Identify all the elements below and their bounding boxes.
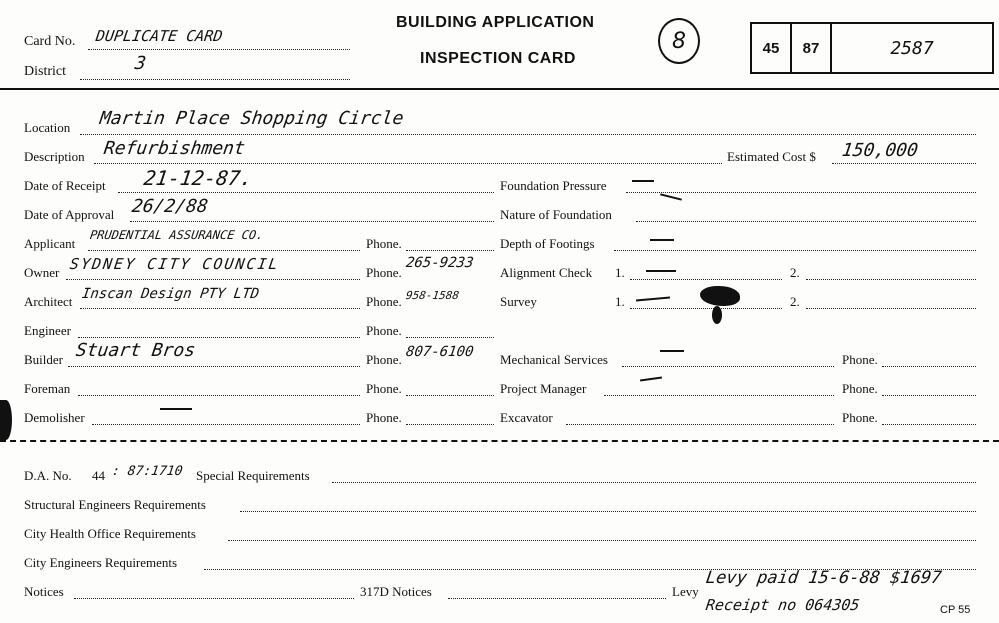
date-receipt-value: 21-12-87. xyxy=(142,166,255,190)
mechanical-line xyxy=(622,365,834,367)
alignment-1-line xyxy=(630,278,782,280)
foreman-line xyxy=(78,394,360,396)
engineer-phone-label: Phone. xyxy=(366,323,402,338)
depth-footings-dash xyxy=(650,239,674,241)
structural-line xyxy=(240,510,976,512)
owner-line xyxy=(66,278,360,280)
da-label: D.A. No. xyxy=(24,468,72,483)
district-value: 3 xyxy=(133,53,148,74)
health-label: City Health Office Requirements xyxy=(24,526,196,541)
special-label: Special Requirements xyxy=(196,468,310,483)
notices-line xyxy=(74,597,354,599)
applicant-label: Applicant xyxy=(24,236,76,251)
foundation-pressure-line xyxy=(626,191,976,193)
applicant-phone-label: Phone. xyxy=(366,236,402,251)
builder-label: Builder xyxy=(24,352,63,367)
excavator-phone-line xyxy=(882,423,976,425)
description-value: Refurbishment xyxy=(102,138,247,159)
architect-phone-label: Phone. xyxy=(366,294,402,309)
levy-value: Levy paid 15-6-88 $1697 xyxy=(704,568,943,588)
demolisher-phone-label: Phone. xyxy=(366,410,402,425)
alignment-1-label: 1. xyxy=(615,265,625,280)
demolisher-dash xyxy=(160,408,192,410)
district-label: District xyxy=(24,64,66,79)
title-line1: BUILDING APPLICATION xyxy=(396,14,595,31)
estimated-cost-label: Estimated Cost $ xyxy=(727,149,816,164)
excavator-label: Excavator xyxy=(500,410,553,425)
builder-phone-value: 807-6100 xyxy=(404,344,475,360)
box-1: 45 xyxy=(752,24,792,72)
applicant-line xyxy=(88,249,360,251)
mechanical-dash xyxy=(660,350,684,352)
foreman-phone-label: Phone. xyxy=(366,381,402,396)
architect-value: Inscan Design PTY LTD xyxy=(80,286,261,302)
nature-foundation-label: Nature of Foundation xyxy=(500,207,612,222)
project-manager-dash xyxy=(640,376,662,381)
architect-phone-value: 958-1588 xyxy=(405,289,460,302)
date-receipt-label: Date of Receipt xyxy=(24,178,106,193)
mechanical-phone-label: Phone. xyxy=(842,352,878,367)
date-receipt-line xyxy=(118,191,494,193)
notices-label: Notices xyxy=(24,584,64,599)
form-code: CP 55 xyxy=(940,604,971,616)
city-eng-label: City Engineers Requirements xyxy=(24,555,178,570)
applicant-phone-line xyxy=(406,249,494,251)
card-no-value: DUPLICATE CARD xyxy=(94,27,224,45)
foreman-phone-line xyxy=(406,394,494,396)
demolisher-label: Demolisher xyxy=(24,410,85,425)
perforation-rule xyxy=(0,440,999,442)
box-3: 2587 xyxy=(890,37,934,59)
survey-2-line xyxy=(806,307,976,309)
builder-line xyxy=(68,365,360,367)
description-label: Description xyxy=(24,149,85,164)
engineer-line xyxy=(78,336,360,338)
owner-phone-label: Phone. xyxy=(366,265,402,280)
ink-blot xyxy=(700,286,740,306)
date-approval-label: Date of Approval xyxy=(24,207,115,222)
da-value: : 87:1710 xyxy=(110,464,184,479)
receipt-value: Receipt no 064305 xyxy=(704,596,861,614)
nature-foundation-line xyxy=(636,220,976,222)
description-line xyxy=(94,162,722,164)
header-rule xyxy=(0,88,999,90)
notices-317-line xyxy=(448,597,666,599)
da-prefix: 44 xyxy=(92,468,105,483)
alignment-check-label: Alignment Check xyxy=(500,265,593,280)
title-line2: INSPECTION CARD xyxy=(420,50,576,67)
owner-label: Owner xyxy=(24,265,60,280)
box-2: 87 xyxy=(792,24,832,72)
engineer-label: Engineer xyxy=(24,323,71,338)
estimated-cost-value: 150,000 xyxy=(840,140,920,161)
location-label: Location xyxy=(24,120,71,135)
foundation-pressure-label: Foundation Pressure xyxy=(500,178,607,193)
foreman-label: Foreman xyxy=(24,381,71,396)
demolisher-line xyxy=(92,423,360,425)
mechanical-phone-line xyxy=(882,365,976,367)
architect-label: Architect xyxy=(24,294,73,309)
survey-1-line xyxy=(630,307,782,309)
project-manager-line xyxy=(604,394,834,396)
special-line xyxy=(332,481,976,483)
punch-mark xyxy=(0,400,12,440)
applicant-value: PRUDENTIAL ASSURANCE CO. xyxy=(89,228,265,242)
owner-value: SYDNEY CITY COUNCIL xyxy=(68,255,281,273)
depth-footings-label: Depth of Footings xyxy=(500,236,595,251)
architect-line xyxy=(80,307,360,309)
location-line xyxy=(80,133,976,135)
depth-footings-line xyxy=(614,249,976,251)
nature-foundation-dash xyxy=(660,193,682,200)
alignment-2-line xyxy=(806,278,976,280)
builder-value: Stuart Bros xyxy=(74,340,197,361)
alignment-2-label: 2. xyxy=(790,265,800,280)
ink-drip xyxy=(712,306,722,324)
engineer-phone-line xyxy=(406,336,494,338)
location-value: Martin Place Shopping Circle xyxy=(98,108,405,129)
date-approval-line xyxy=(130,220,494,222)
levy-label: Levy xyxy=(672,584,699,599)
circled-number: 8 xyxy=(658,18,700,64)
card-no-line xyxy=(88,48,350,50)
mechanical-label: Mechanical Services xyxy=(500,352,608,367)
survey-1-label: 1. xyxy=(615,294,625,309)
owner-phone-value: 265-9233 xyxy=(404,255,475,271)
health-line xyxy=(228,539,976,541)
project-manager-label: Project Manager xyxy=(500,381,587,396)
project-manager-phone-line xyxy=(882,394,976,396)
builder-phone-label: Phone. xyxy=(366,352,402,367)
card-no-label: Card No. xyxy=(24,34,76,49)
alignment-1-dash xyxy=(646,270,676,272)
estimated-cost-line xyxy=(832,162,976,164)
structural-label: Structural Engineers Requirements xyxy=(24,497,206,512)
date-approval-value: 26/2/88 xyxy=(130,196,210,217)
foundation-pressure-dash xyxy=(632,180,654,182)
excavator-phone-label: Phone. xyxy=(842,410,878,425)
survey-2-label: 2. xyxy=(790,294,800,309)
survey-1-dash xyxy=(636,297,670,302)
file-number-boxes xyxy=(750,22,994,74)
excavator-line xyxy=(566,423,834,425)
notices-317-label: 317D Notices xyxy=(360,584,432,599)
demolisher-phone-line xyxy=(406,423,494,425)
survey-label: Survey xyxy=(500,294,537,309)
district-line xyxy=(80,78,350,80)
project-manager-phone-label: Phone. xyxy=(842,381,878,396)
